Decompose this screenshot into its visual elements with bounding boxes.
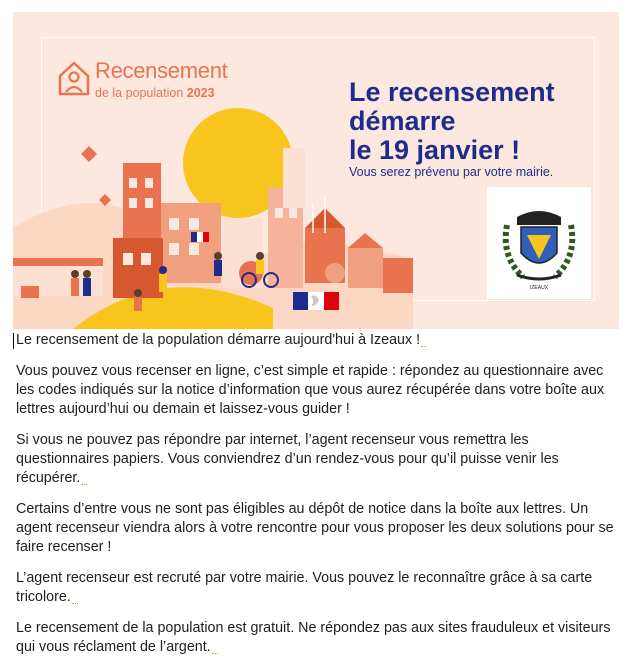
paragraph: Vous pouvez vous recenser en ligne, c’est simple et rapide : répondez au questionnaire avec les codes indiqués sur la notice d’information que vous aurez récupérée dans votre boîte aux lettres aujourd’hui ou demain et laissez-vous guider ! bbox=[16, 363, 605, 417]
paragraph bbox=[16, 569, 622, 607]
house-person-icon bbox=[57, 58, 91, 98]
crest-caption: IZEAUX bbox=[529, 285, 549, 291]
logo-subtitle bbox=[95, 86, 215, 100]
headline-subtitle: Vous serez prévenu par votre mairie. bbox=[349, 165, 554, 179]
logo-sub-text: de la population bbox=[95, 86, 184, 100]
paragraph bbox=[16, 431, 622, 488]
paragraph bbox=[16, 619, 622, 657]
headline-line: le 19 janvier ! bbox=[349, 135, 521, 165]
republique-francaise-logo bbox=[293, 292, 339, 310]
spellcheck-mark bbox=[72, 597, 78, 604]
paragraph: Certains d’entre vous ne sont pas éligibles au dépôt de notice dans la boîte aux lettres. Un agent recenseur viendra alors à votre rencontre pour vous proposer les deux solutions pour se faire recenser ! bbox=[16, 501, 614, 555]
paragraph-text: Si vous ne pouvez pas répondre par internet, l’agent recenseur vous remettra les questionnaires papiers. Vous conviendrez d’un rendez-vous pour qu’il puisse venir les récupérer. bbox=[16, 432, 559, 486]
headline-line: Le recensement bbox=[349, 77, 555, 107]
headline bbox=[349, 78, 589, 165]
paragraph-text: Le recensement de la population démarre aujourd'hui à Izeaux ! bbox=[16, 332, 421, 348]
paragraph-text: L’agent recenseur est recruté par votre mairie. Vous pouvez le reconnaître grâce à sa carte tricolore. bbox=[16, 570, 593, 605]
crest-emblem-icon bbox=[487, 187, 591, 299]
logo-year: 2023 bbox=[186, 86, 215, 100]
text-cursor bbox=[13, 333, 14, 349]
spellcheck-mark bbox=[81, 478, 87, 485]
logo-title: Recensement bbox=[95, 58, 228, 83]
document-body[interactable] bbox=[16, 331, 622, 669]
census-banner bbox=[13, 12, 619, 329]
spellcheck-mark bbox=[421, 340, 427, 347]
paragraph bbox=[16, 331, 622, 350]
headline-line: démarre bbox=[349, 106, 456, 136]
municipal-crest bbox=[487, 187, 591, 299]
census-logo bbox=[57, 58, 227, 108]
paragraph-text: Le recensement de la population est gratuit. Ne répondez pas aux sites frauduleux et visiteurs qui vous réclament de l’argent. bbox=[16, 620, 611, 655]
spellcheck-mark bbox=[212, 647, 218, 654]
